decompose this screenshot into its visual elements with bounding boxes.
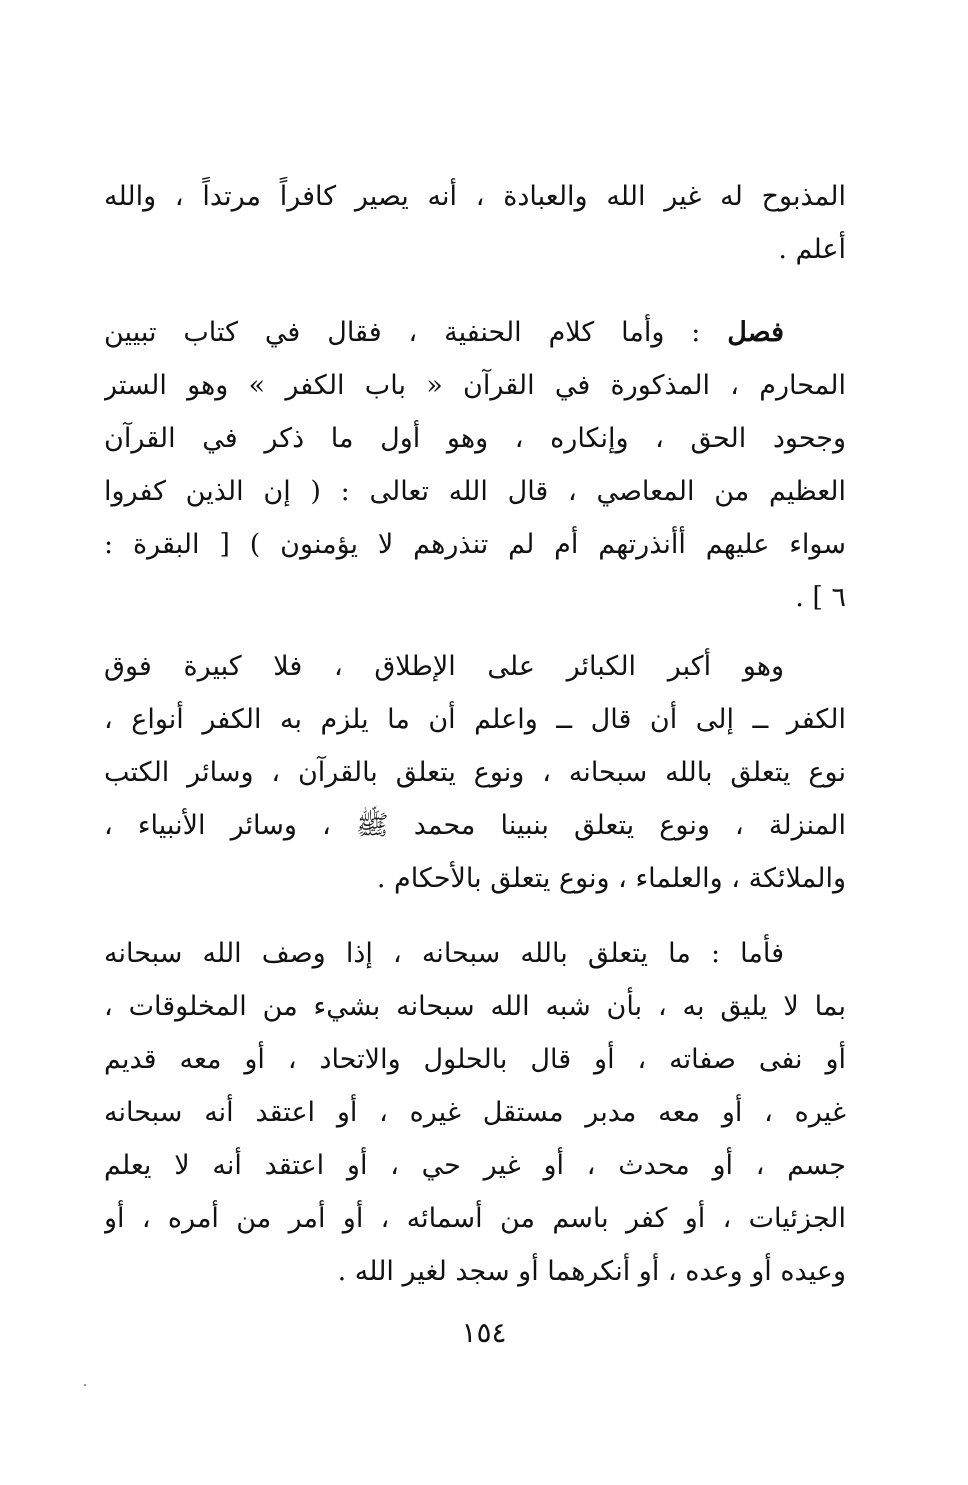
text-line: فأما : ما يتعلق بالله سبحانه ، إذا وصف الله سبحانه [104,938,784,969]
text-line: وهو أكبر الكبائر على الإطلاق ، فلا كبيرة فوق [104,651,784,682]
text-line: غيره ، أو معه مدبر مستقل غيره ، أو اعتقد أنه سبحانه [104,1097,846,1128]
text-line: والملائكة ، والعلماء ، ونوع يتعلق بالأحكام . [376,863,846,894]
text-line: سواء عليهم أأنذرتهم أم لم تنذرهم لا يؤمنون ) [ البقرة : [104,529,846,560]
text-line: المذبوح له غير الله والعبادة ، أنه يصير كافراً مرتداً ، والله [104,181,846,212]
paragraph-3 [104,640,846,905]
text-line: وعيده أو وعده ، أو أنكرهما أو سجد لغير الله . [337,1256,846,1287]
text-line: الكفر ــ إلى أن قال ــ واعلم أن ما يلزم به الكفر أنواع ، [104,704,846,735]
section-heading: فصل [727,317,784,348]
text-line: ٦ ] . [795,582,846,613]
text-line [104,306,846,359]
paragraph-1 [104,170,846,276]
text-line: جسم ، أو محدث ، أو غير حي ، أو اعتقد أنه لا يعلم [104,1150,846,1181]
text-line: وجحود الحق ، وإنكاره ، وهو أول ما ذكر في القرآن [104,423,846,454]
text-span: : وأما كلام الحنفية ، فقال في كتاب تبيين [104,317,728,348]
page-number: ١٥٤ [461,1316,507,1349]
text-line: أو نفى صفاته ، أو قال بالحلول والاتحاد ، أو معه قديم [104,1044,846,1075]
paragraph-2 [104,306,846,624]
scan-speck [84,1384,86,1386]
text-line: العظيم من المعاصي ، قال الله تعالى : ( إن الذين كفروا [104,476,846,507]
text-line: المحارم ، المذكورة في القرآن « باب الكفر » وهو الستر [104,370,846,401]
text-line: نوع يتعلق بالله سبحانه ، ونوع يتعلق بالقرآن ، وسائر الكتب [104,757,846,788]
text-line: المنزلة ، ونوع يتعلق بنبينا محمد ﷺ ، وسائر الأنبياء ، [104,810,846,841]
text-line: بما لا يليق به ، بأن شبه الله سبحانه بشيء من المخلوقات ، [104,991,846,1022]
text-line: أعلم . [778,234,846,265]
text-line: الجزئيات ، أو كفر باسم من أسمائه ، أو أمر من أمره ، أو [104,1203,846,1234]
paragraph-4 [104,927,846,1298]
